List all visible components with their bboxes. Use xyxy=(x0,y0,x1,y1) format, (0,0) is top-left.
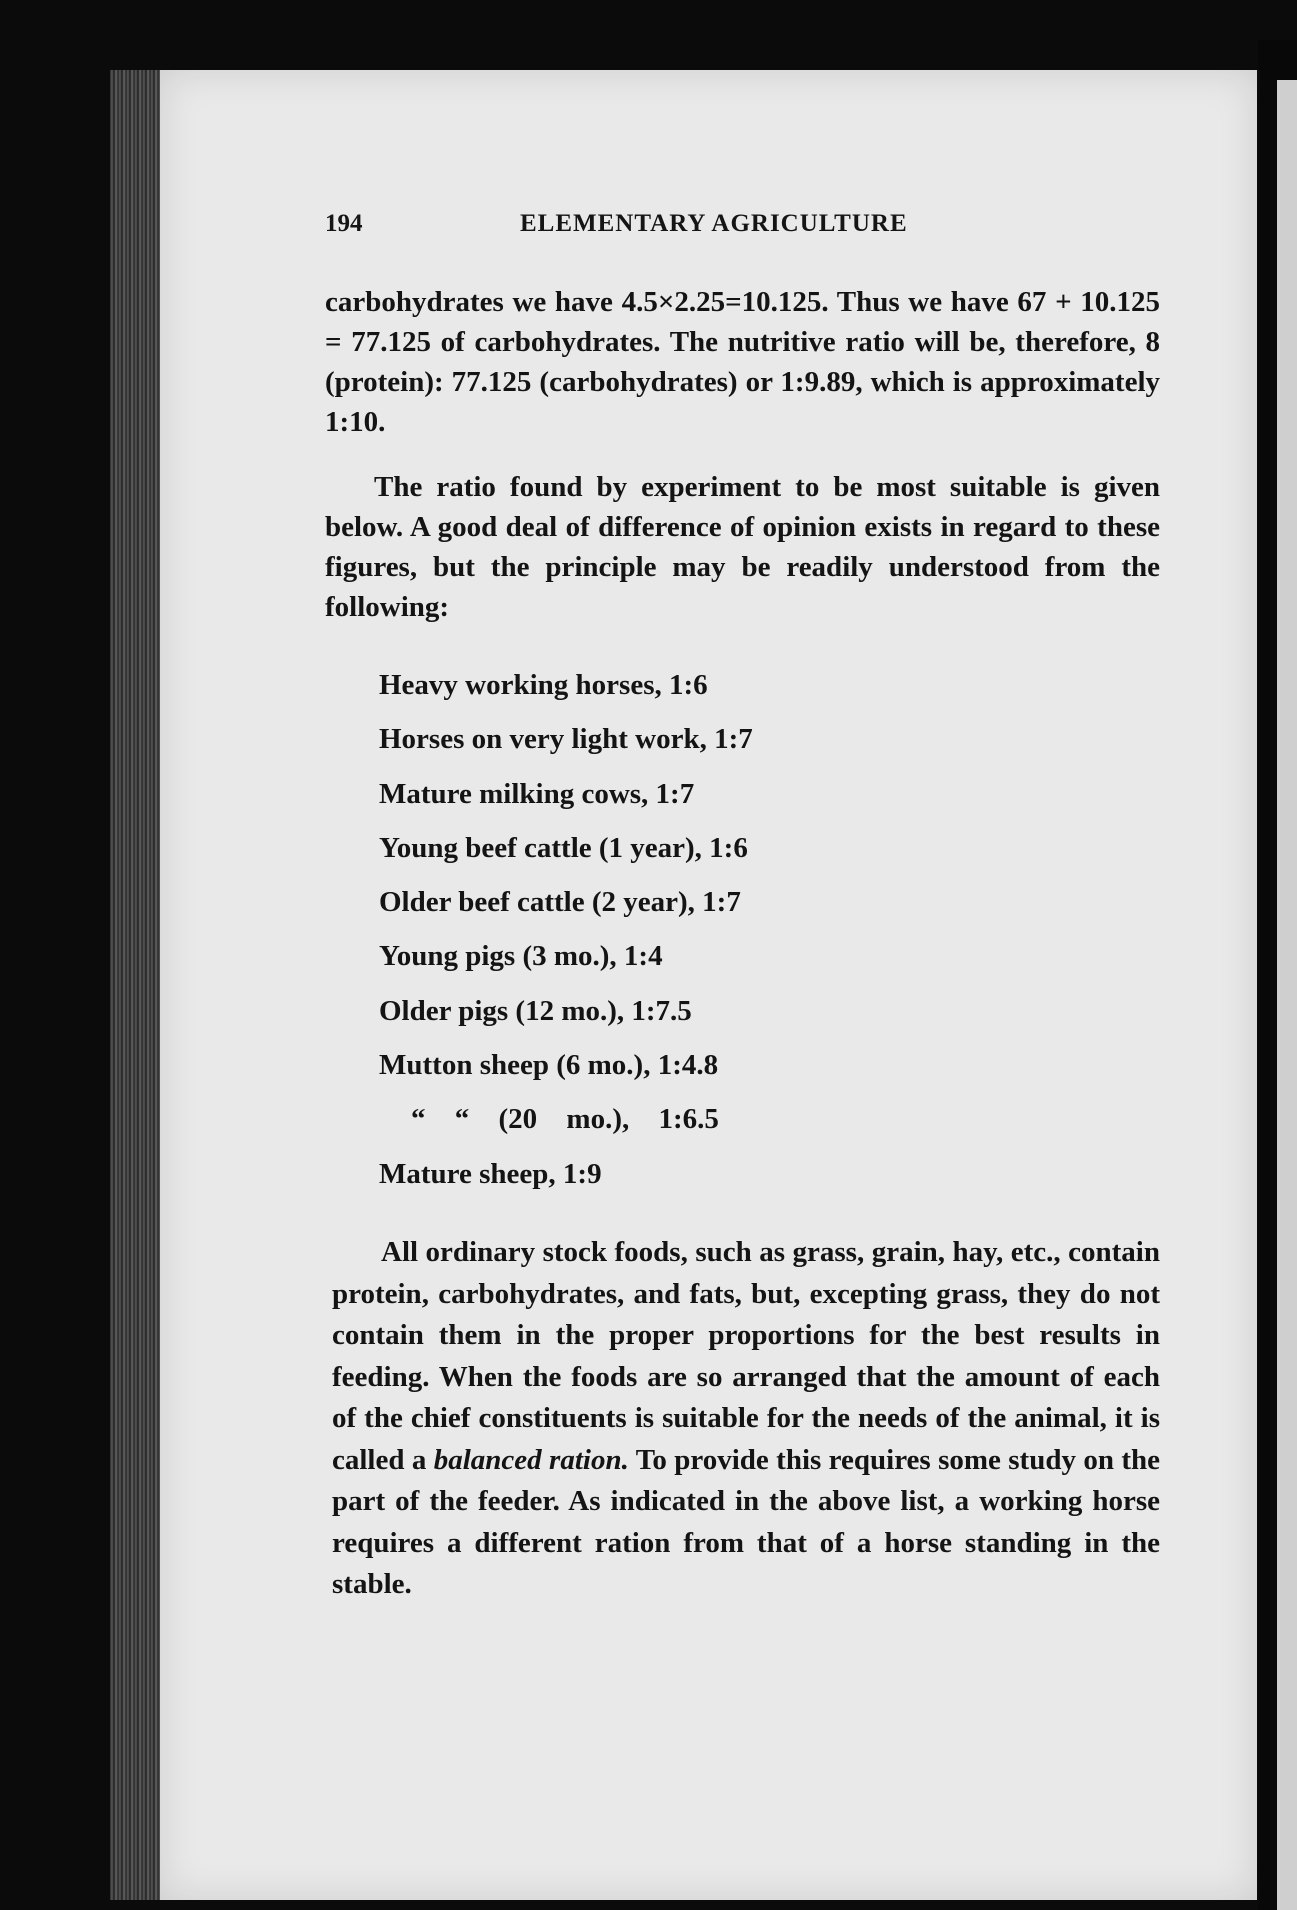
paragraph-carbohydrate-calculation: carbohydrates we have 4.5×2.25=10.125. Thus we have 67 + 10.125 = 77.125 of carbohydrates. The nutritive ratio will be, therefore, 8 (protein): 77.125 (carbohydrates) or 1:9.89, which is approximately 1:10. xyxy=(325,286,1160,438)
list-item: Young pigs (3 mo.), 1:4 xyxy=(379,940,663,973)
list-item: “ “ (20 mo.), 1:6.5 xyxy=(411,1103,719,1136)
page-edges xyxy=(110,70,162,1900)
list-item: Horses on very light work, 1:7 xyxy=(379,723,753,756)
page-header xyxy=(325,210,1155,250)
paragraph-text: All ordinary stock foods, such as grass, grain, hay, etc., contain protein, carbohydrates, and fats, but, excepting grass, they do not contain them in the proper proportions for the best results in feeding. When the foods are so arranged that the amount of each of the chief constituents is suitable for the needs of the animal, it is called a xyxy=(332,1236,1160,1476)
page-number: 194 xyxy=(325,210,363,237)
running-title: ELEMENTARY AGRICULTURE xyxy=(520,210,908,237)
paragraph-text: To provide this requires some study on the part of the feeder. As indicated in the above list, a working horse requires a different ration from that of a horse standing in the stable. xyxy=(332,1443,1160,1600)
nutritive-ratio-list xyxy=(379,658,753,1201)
list-item: Young beef cattle (1 year), 1:6 xyxy=(379,831,748,864)
paragraph-suitable-ratio: The ratio found by experiment to be most suitable is given below. A good deal of difference of opinion exists in regard to these figures, but the principle may be readily understood from the following: xyxy=(325,471,1160,623)
list-item: Mature sheep, 1:9 xyxy=(379,1157,602,1190)
facing-page-edge xyxy=(1277,80,1297,1910)
list-item: Older beef cattle (2 year), 1:7 xyxy=(379,886,741,919)
list-item: Older pigs (12 mo.), 1:7.5 xyxy=(379,994,692,1027)
list-item: Mature milking cows, 1:7 xyxy=(379,777,695,810)
list-item: Mutton sheep (6 mo.), 1:4.8 xyxy=(379,1049,719,1082)
list-item: Heavy working horses, 1:6 xyxy=(379,669,708,701)
emphasis-term: balanced ration. xyxy=(433,1443,629,1476)
paragraph-balanced-ration xyxy=(332,1232,1160,1606)
